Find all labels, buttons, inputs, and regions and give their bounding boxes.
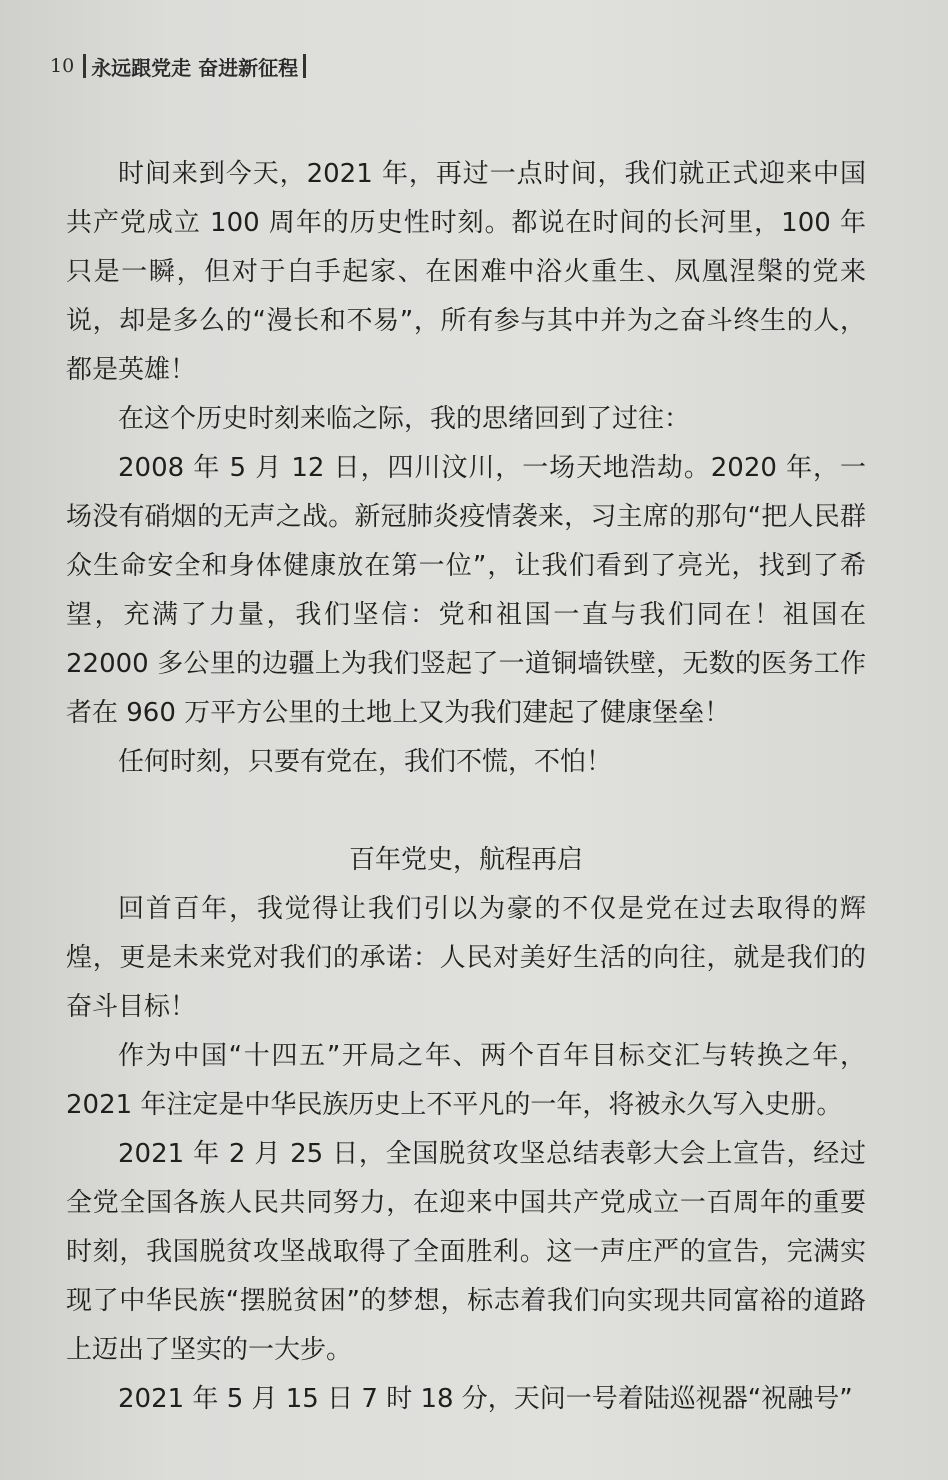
header-divider-right bbox=[303, 54, 306, 78]
paragraph: 2021 年 2 月 25 日，全国脱贫攻坚总结表彰大会上宣告，经过全党全国各族人民共同努力，在迎来中国共产党成立一百周年的重要时刻，我国脱贫攻坚战取得了全面胜利。这一声庄严的宣告，完满实现了中华民族“摆脱贫困”的梦想，标志着我们向实现共同富裕的道路上迈出了坚实的一大步。 bbox=[66, 1139, 866, 1365]
paragraph: 任何时刻，只要有党在，我们不慌，不怕！ bbox=[118, 747, 613, 777]
paragraph: 时间来到今天，2021 年，再过一点时间，我们就正式迎来中国共产党成立 100 周年的历史性时刻。都说在时间的长河里，100 年只是一瞬，但对于白手起家、在困难中浴火重生、凤凰涅槃的党来说，却是多么的“漫长和不易”，所有参与其中并为之奋斗终生的人，都是英雄！ bbox=[66, 159, 866, 385]
header-divider-left bbox=[83, 54, 86, 78]
paragraph: 2021 年 5 月 15 日 7 时 18 分，天问一号着陆巡视器“祝融号” bbox=[118, 1384, 853, 1414]
paragraph: 作为中国“十四五”开局之年、两个百年目标交汇与转换之年，2021 年注定是中华民族历史上不平凡的一年，将被永久写入史册。 bbox=[66, 1041, 866, 1120]
body-text bbox=[66, 150, 866, 1424]
running-header bbox=[50, 52, 311, 80]
page-number: 10 bbox=[50, 55, 75, 77]
section-title: 百年党史，航程再启 bbox=[348, 845, 583, 875]
header-title: 永远跟党走 奋进新征程 bbox=[91, 55, 299, 80]
paragraph: 回首百年，我觉得让我们引以为豪的不仅是党在过去取得的辉煌，更是未来党对我们的承诺：人民对美好生活的向往，就是我们的奋斗目标！ bbox=[66, 894, 866, 1022]
paragraph: 在这个历史时刻来临之际，我的思绪回到了过往： bbox=[118, 404, 691, 434]
paragraph: 2008 年 5 月 12 日，四川汶川，一场天地浩劫。2020 年，一场没有硝烟的无声之战。新冠肺炎疫情袭来，习主席的那句“把人民群众生命安全和身体健康放在第一位”，让我们看到了亮光，找到了希望，充满了力量，我们坚信：党和祖国一直与我们同在！祖国在 22000 多公里的边疆上为我们竖起了一道铜墙铁壁，无数的医务工作者在 960 万平方公里的土地上又为我们建起了健康堡垒！ bbox=[66, 453, 866, 728]
